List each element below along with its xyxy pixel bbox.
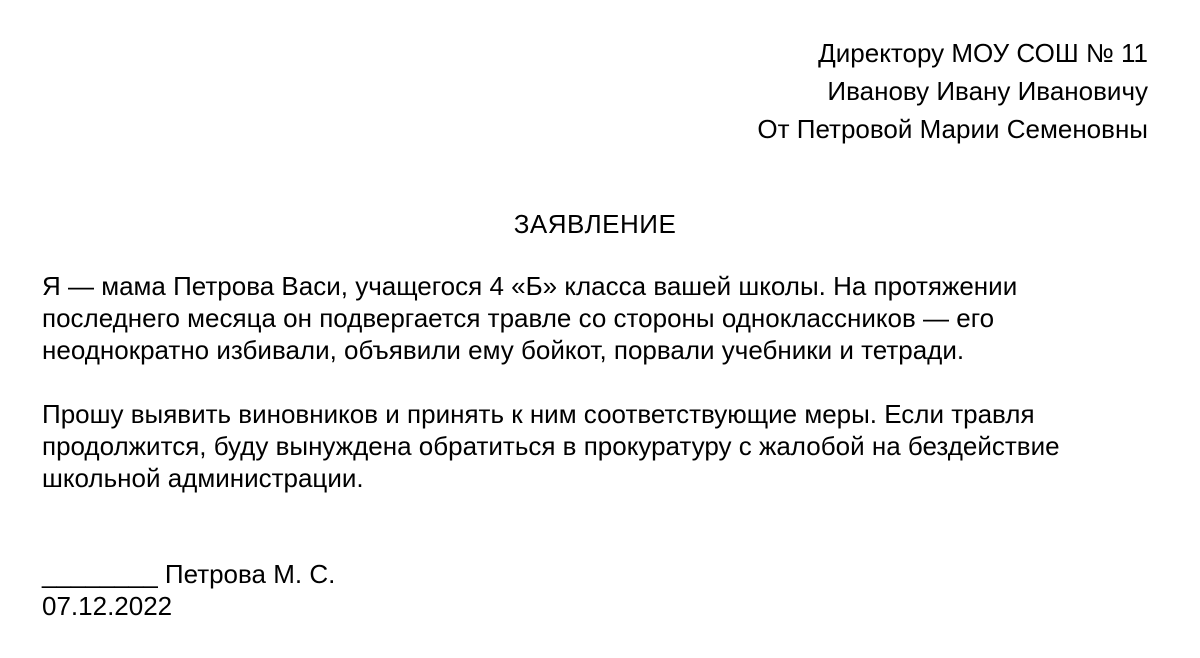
addressee-block <box>757 34 1148 148</box>
paragraph-2-line-1: Прошу выявить виновников и принять к ним соответствующие меры. Если травля <box>42 399 1035 429</box>
paragraph-1-line-1: Я — мама Петрова Васи, учащегося 4 «Б» класса вашей школы. На протяжении <box>42 271 1018 301</box>
paragraph-2-line-2: продолжится, буду вынуждена обратиться в прокуратуру с жалобой на бездействие <box>42 431 1060 461</box>
paragraph-1-line-2: последнего месяца он подвергается травле со стороны одноклассников — его <box>42 303 995 333</box>
addressee-line-director: Директору МОУ СОШ № 11 <box>818 38 1148 68</box>
paragraph-2-line-3: школьной администрации. <box>42 463 364 493</box>
signature-block <box>42 558 335 622</box>
addressee-line-from: От Петровой Марии Семеновны <box>757 114 1148 144</box>
signature-date: 07.12.2022 <box>42 591 173 621</box>
document-title: ЗАЯВЛЕНИЕ <box>513 209 677 239</box>
addressee-line-name: Иванову Ивану Ивановичу <box>827 76 1148 106</box>
paragraph-2 <box>42 398 1162 494</box>
paragraph-1-line-3: неоднократно избивали, объявили ему бойкот, порвали учебники и тетради. <box>42 335 965 365</box>
signature-line: ________ Петрова М. С. <box>42 559 336 589</box>
paragraph-1 <box>42 270 1162 366</box>
